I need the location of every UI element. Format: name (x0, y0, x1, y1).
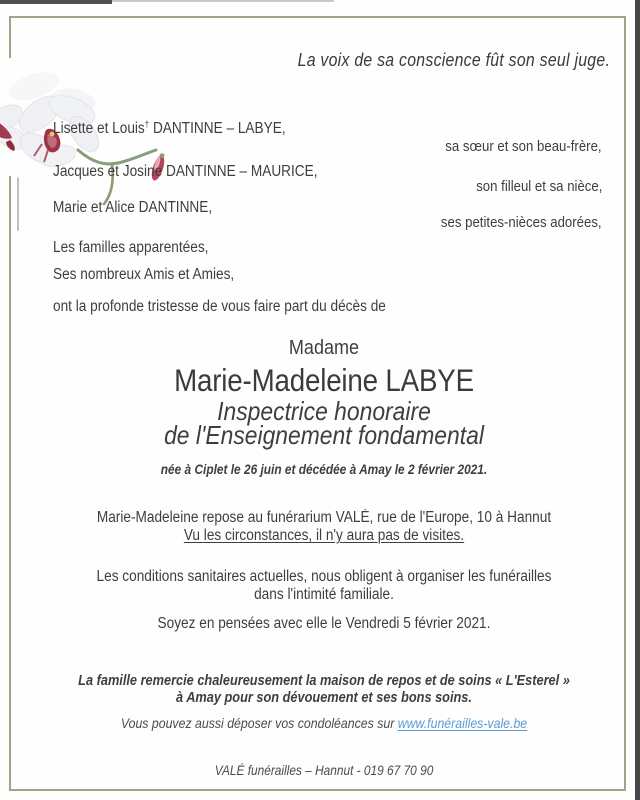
no-visits-line (39, 527, 609, 545)
thoughts-date-line: Soyez en pensées avec elle le Vendredi 5 février 2021. (157, 615, 491, 632)
condolences-prefix: Vous pouvez aussi déposer vos condoléances sur (120, 715, 398, 731)
scan-artifact-top-light (112, 0, 334, 2)
mourner-1-names: Lisette et Louis (53, 120, 145, 137)
deceased-life-dates: née à Ciplet le 26 juin et décédée à Amay le 2 février 2021. (160, 462, 488, 477)
deceased-honorific: Madame (288, 336, 360, 359)
funeral-home-footer: VALÉ funérailles – Hannut - 019 67 70 90 (214, 763, 434, 778)
relation-line-3: ses petites-nièces adorées, (441, 214, 602, 231)
relation-line-1: sa sœur et son beau-frère, (445, 138, 602, 155)
epitaph-quote: La voix de sa conscience fût son seul juge. (297, 50, 610, 70)
mourner-line-1 (53, 120, 286, 138)
sanitary-conditions-line-2: dans l'intimité familiale. (254, 586, 394, 603)
thanks-line-2: à Amay pour son dévouement et ses bons soins. (176, 690, 472, 706)
mourner-line-4: Les familles apparentées, (53, 239, 209, 256)
deceased-role-line-2: de l'Enseignement fondamental (164, 420, 484, 450)
condolences-line (39, 715, 609, 731)
mourner-line-2: Jacques et Josine DANTINNE – MAURICE, (53, 163, 318, 180)
deceased-name: Marie-Madeleine LABYE (174, 362, 474, 398)
mourner-line-5: Ses nombreux Amis et Amies, (53, 266, 235, 283)
relation-line-2: son filleul et sa nièce, (475, 178, 602, 195)
mourner-1-surname: DANTINNE – LABYE, (149, 120, 286, 137)
condolences-website-link[interactable]: www.funérailles-vale.be (397, 715, 528, 731)
thanks-line-1: La famille remercie chaleureusement la maison de repos et de soins « L'Esterel » (78, 673, 570, 689)
repose-location-line: Marie-Madeleine repose au funérarium VALÉ, rue de l'Europe, 10 à Hannut (96, 509, 552, 526)
scan-artifact-top (0, 0, 112, 4)
announcement-intro: ont la profonde tristesse de vous faire part du décès de (53, 298, 386, 315)
orchid-flower-image (0, 52, 172, 267)
mourner-line-3: Marie et Alice DANTINNE, (53, 199, 213, 216)
deceased-role-line-1: Inspectrice honoraire (217, 396, 431, 426)
no-visits-text: Vu les circonstances, il n'y aura pas de visites. (183, 527, 465, 544)
deceased-dagger-mark: † (144, 118, 150, 129)
sanitary-conditions-line-1: Les conditions sanitaires actuelles, nous obligent à organiser les funérailles (96, 568, 552, 585)
scan-artifact-right (635, 0, 640, 800)
